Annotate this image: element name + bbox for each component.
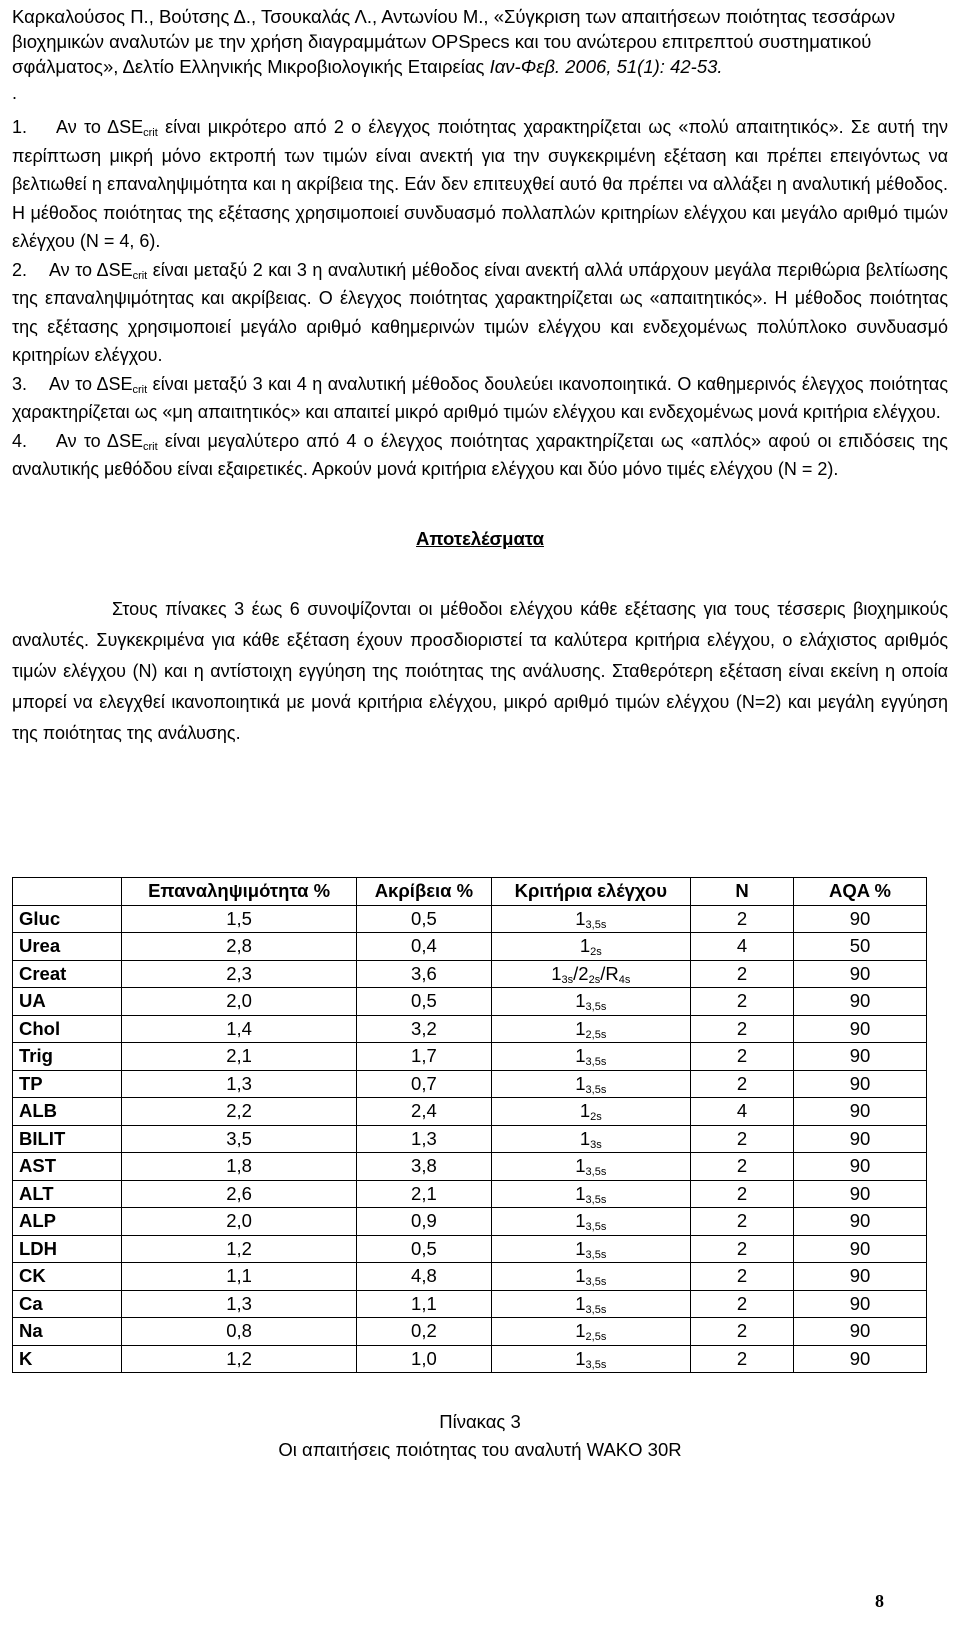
aqa-cell: 90: [794, 1345, 927, 1373]
rule-subscript: 2,5s: [585, 1331, 607, 1344]
table-row: [13, 1153, 927, 1181]
accuracy-cell: 3,2: [357, 1015, 491, 1043]
n-cell: 2: [691, 1015, 794, 1043]
header-cell: AQA %: [794, 878, 927, 906]
dot-line: .: [12, 83, 18, 103]
aqa-cell: 90: [794, 1208, 927, 1236]
rule-main: 1: [575, 990, 586, 1012]
n-cell: 2: [691, 1125, 794, 1153]
rule-subscript: 2,5s: [585, 1028, 607, 1041]
accuracy-cell: 3,8: [357, 1153, 491, 1181]
n-cell: 2: [691, 1235, 794, 1263]
item-prefix: Αν το ΔSE: [49, 259, 133, 280]
repeatability-cell: 0,8: [122, 1318, 357, 1346]
n-cell: 4: [691, 1098, 794, 1126]
n-cell: 4: [691, 933, 794, 961]
n-cell: 2: [691, 1345, 794, 1373]
aqa-cell: 90: [794, 988, 927, 1016]
aqa-cell: 90: [794, 1125, 927, 1153]
item-text: είναι μεγαλύτερο από 4 ο έλεγχος ποιότητας χαρακτηρίζεται ως «απλός» αφού οι επιδόσεις της αναλυτικής μεθόδου είναι εξαιρετικές. Αρκούν μονά κριτήρια ελέγχου και δύο μόνο τιμές ελέγχου (N = 2).: [12, 430, 948, 479]
aqa-cell: 90: [794, 1043, 927, 1071]
test-name-cell: Trig: [13, 1043, 122, 1071]
control-rule-cell: [491, 988, 690, 1016]
table-row: [13, 1070, 927, 1098]
aqa-cell: 90: [794, 1180, 927, 1208]
citation-journal: Ιαν-Φεβ. 2006, 51(1): 42-53.: [489, 56, 723, 77]
table-row: [13, 933, 927, 961]
control-rule-cell: [491, 1153, 690, 1181]
control-rule-cell: [491, 1318, 690, 1346]
item-prefix: Αν το ΔSE: [48, 373, 133, 394]
control-rule-cell: [491, 1180, 690, 1208]
rule-subscript: 3,5s: [585, 1083, 607, 1096]
control-rule-cell: [491, 1263, 690, 1291]
aqa-cell: 90: [794, 1290, 927, 1318]
item-number: 3.: [12, 373, 28, 394]
accuracy-cell: 0,5: [357, 1235, 491, 1263]
control-rule-cell: [491, 1015, 690, 1043]
aqa-cell: 90: [794, 1263, 927, 1291]
table-row: [13, 960, 927, 988]
control-rule-cell: [491, 1345, 690, 1373]
control-rule-cell: [491, 1208, 690, 1236]
header-cell: Ακρίβεια %: [357, 878, 491, 906]
rule-subscript: 3,5s: [585, 1193, 607, 1206]
rule-subscript: 3s: [590, 1138, 602, 1151]
rule-main: 1: [579, 1127, 591, 1149]
aqa-cell: 90: [794, 1318, 927, 1346]
header-cell: [13, 878, 122, 906]
n-cell: 2: [691, 1180, 794, 1208]
accuracy-cell: 1,0: [357, 1345, 491, 1373]
aqa-cell: 90: [794, 1015, 927, 1043]
item-number: 2.: [12, 259, 28, 280]
test-name-cell: K: [13, 1345, 122, 1373]
criteria-item-3: [12, 370, 948, 427]
rule-main: /2: [573, 962, 589, 984]
control-rule-cell: [491, 933, 690, 961]
test-name-cell: ALP: [13, 1208, 122, 1236]
test-name-cell: Creat: [13, 960, 122, 988]
document-page: [12, 4, 948, 749]
test-name-cell: Ca: [13, 1290, 122, 1318]
n-cell: 2: [691, 1290, 794, 1318]
rule-subscript: 3,5s: [585, 1303, 607, 1316]
test-name-cell: Urea: [13, 933, 122, 961]
test-name-cell: Gluc: [13, 905, 122, 933]
rule-main: 1: [575, 1017, 586, 1039]
table-row: [13, 1043, 927, 1071]
table-caption-title: Οι απαιτήσεις ποιότητας του αναλυτή WAKO 30R: [278, 1439, 682, 1460]
control-rule-cell: [491, 1235, 690, 1263]
n-cell: 2: [691, 1043, 794, 1071]
rule-main: 1: [575, 1237, 586, 1259]
rule-subscript: 3,5s: [585, 1166, 607, 1179]
criteria-item-2: [12, 256, 948, 370]
criteria-list: [12, 113, 948, 484]
aqa-cell: 90: [794, 1153, 927, 1181]
rule-subscript: 4s: [618, 973, 631, 986]
citation-header: [12, 4, 948, 79]
rule-main: 1: [575, 1210, 586, 1232]
rule-subscript: 3,5s: [585, 1358, 607, 1371]
rule-main: 1: [575, 1155, 586, 1177]
item-subscript: crit: [132, 269, 148, 282]
repeatability-cell: 1,8: [122, 1153, 357, 1181]
n-cell: 2: [691, 1318, 794, 1346]
table-row: [13, 905, 927, 933]
control-rule-cell: [491, 1098, 690, 1126]
n-cell: 2: [691, 905, 794, 933]
test-name-cell: BILIT: [13, 1125, 122, 1153]
control-rule-cell: [491, 1070, 690, 1098]
control-rule-cell: [491, 1290, 690, 1318]
header-cell: Κριτήρια ελέγχου: [491, 878, 690, 906]
test-name-cell: TP: [13, 1070, 122, 1098]
table-body: [13, 905, 927, 1373]
table-caption-number: Πίνακας 3: [439, 1411, 521, 1432]
n-cell: 2: [691, 1153, 794, 1181]
item-text: είναι μεταξύ 2 και 3 η αναλυτική μέθοδος είναι ανεκτή αλλά υπάρχουν μεγάλα περιθώρια βελτίωσης της επαναληψιμότητας και ακρίβειας. Ο έλεγχος ποιότητας χαρακτηρίζεται ως «απαιτητικός». Η μέθοδος ποιότητας της εξέτασης χρησιμοποιεί μεγάλο αριθμό καθημερινών τιμών ελέγχου και ενδεχομένως πολύπλοκο συνδυασμό κριτηρίων ελέγχου.: [12, 259, 948, 365]
rule-subscript: 2s: [590, 1111, 602, 1124]
rule-subscript: 3,5s: [585, 1221, 607, 1234]
item-subscript: crit: [132, 383, 148, 396]
rule-main: 1: [575, 1182, 586, 1204]
accuracy-cell: 0,5: [357, 988, 491, 1016]
test-name-cell: Na: [13, 1318, 122, 1346]
table-header-row: [13, 878, 927, 906]
test-name-cell: AST: [13, 1153, 122, 1181]
n-cell: 2: [691, 1070, 794, 1098]
accuracy-cell: 3,6: [357, 960, 491, 988]
control-rule-cell: [491, 905, 690, 933]
n-cell: 2: [691, 1263, 794, 1291]
accuracy-cell: 0,9: [357, 1208, 491, 1236]
header-cell: N: [691, 878, 794, 906]
test-name-cell: CK: [13, 1263, 122, 1291]
control-rule-cell: [491, 1125, 690, 1153]
rule-subscript: 2s: [588, 973, 601, 986]
repeatability-cell: 2,8: [122, 933, 357, 961]
results-paragraph: Στους πίνακες 3 έως 6 συνοψίζονται οι μέθοδοι ελέγχου κάθε εξέτασης για τους τέσσερις βιοχημικούς αναλυτές. Συγκεκριμένα για κάθε εξέταση έχουν προσδιοριστεί τα καλύτερα κριτήρια ελέγχου, ο ελάχιστος αριθμός τιμών ελέγχου (Ν) και η αντίστοιχη εγγύηση της ποιότητας της ανάλυσης. Σταθερότερη εξέταση είναι εκείνη η οποία μπορεί να ελεγχθεί ικανοποιητικά με μονά κριτήρια ελέγχου, μικρό αριθμό τιμών ελέγχου (Ν=2) και μεγάλη εγγύηση της ποιότητας της ανάλυσης.: [12, 598, 948, 743]
item-text: είναι μεταξύ 3 και 4 η αναλυτική μέθοδος δουλεύει ικανοποιητικά. Ο καθημερινός έλεγχος ποιότητας χαρακτηρίζεται ως «μη απαιτητικός» και απαιτεί μικρό αριθμό τιμών ελέγχου και ενδεχομένως μονά κριτήρια ελέγχου.: [12, 373, 949, 422]
aqa-cell: 90: [794, 1235, 927, 1263]
rule-main: 1: [575, 1347, 586, 1369]
aqa-cell: 50: [794, 933, 927, 961]
rule-main: 1: [575, 1265, 586, 1287]
aqa-cell: 90: [794, 905, 927, 933]
test-name-cell: ALT: [13, 1180, 122, 1208]
test-name-cell: LDH: [13, 1235, 122, 1263]
accuracy-cell: 1,3: [357, 1125, 491, 1153]
item-number: 1.: [12, 117, 28, 137]
repeatability-cell: 1,2: [122, 1235, 357, 1263]
repeatability-cell: 1,4: [122, 1015, 357, 1043]
n-cell: 2: [691, 960, 794, 988]
rule-main: 1: [575, 1320, 586, 1342]
rule-main: 1: [551, 962, 562, 984]
criteria-item-1: [12, 113, 948, 256]
accuracy-cell: 0,2: [357, 1318, 491, 1346]
accuracy-cell: 0,7: [357, 1070, 491, 1098]
rule-subscript: 3,5s: [585, 1056, 607, 1069]
aqa-cell: 90: [794, 960, 927, 988]
table-row: [13, 1345, 927, 1373]
repeatability-cell: 1,2: [122, 1345, 357, 1373]
repeatability-cell: 2,0: [122, 988, 357, 1016]
table-row: [13, 1098, 927, 1126]
rule-subscript: 3,5s: [585, 1276, 607, 1289]
accuracy-cell: 2,4: [357, 1098, 491, 1126]
rule-main: 1: [575, 907, 586, 929]
repeatability-cell: 2,1: [122, 1043, 357, 1071]
table-row: [13, 1263, 927, 1291]
table-row: [13, 1208, 927, 1236]
repeatability-cell: 1,3: [122, 1070, 357, 1098]
results-heading: Αποτελέσματα: [416, 527, 544, 549]
rule-main: 1: [575, 1045, 586, 1067]
table-row: [13, 1318, 927, 1346]
repeatability-cell: 2,2: [122, 1098, 357, 1126]
test-name-cell: UA: [13, 988, 122, 1016]
test-name-cell: ALB: [13, 1098, 122, 1126]
accuracy-cell: 1,7: [357, 1043, 491, 1071]
accuracy-cell: 0,4: [357, 933, 491, 961]
accuracy-cell: 1,1: [357, 1290, 491, 1318]
n-cell: 2: [691, 1208, 794, 1236]
rule-subscript: 3,5s: [585, 1248, 607, 1261]
accuracy-cell: 0,5: [357, 905, 491, 933]
item-subscript: crit: [143, 127, 158, 139]
repeatability-cell: 1,3: [122, 1290, 357, 1318]
rule-main: /R: [600, 962, 619, 984]
table-row: [13, 1180, 927, 1208]
control-rule-cell: [491, 1043, 690, 1071]
control-rule-cell: [491, 960, 690, 988]
repeatability-cell: 1,1: [122, 1263, 357, 1291]
accuracy-cell: 4,8: [357, 1263, 491, 1291]
repeatability-cell: 2,0: [122, 1208, 357, 1236]
rule-main: 1: [579, 1100, 591, 1122]
item-text: είναι μικρότερο από 2 ο έλεγχος ποιότητας χαρακτηρίζεται ως «πολύ απαιτητικός». Σε αυτή την περίπτωση μικρή μόνο εκτροπή των τιμών είναι ανεκτή για την συγκεκριμένη εξέταση και πρέπει επειγόντως να βελτιωθεί η επαναληψιμότητα και η ακρίβεια της. Εάν δεν επιτευχθεί αυτό θα πρέπει να αλλάξει η αναλυτική μέθοδος. Η μέθοδος ποιότητας της εξέτασης χρησιμοποιεί συνδυασμό πολλαπλών κριτηρίων ελέγχου και μεγάλο αριθμό τιμών ελέγχου (N = 4, 6).: [12, 117, 948, 251]
table-row: [13, 1125, 927, 1153]
item-subscript: crit: [142, 440, 158, 453]
repeatability-cell: 2,6: [122, 1180, 357, 1208]
rule-main: 1: [575, 1072, 586, 1094]
aqa-cell: 90: [794, 1070, 927, 1098]
rule-main: 1: [575, 1292, 586, 1314]
rule-subscript: 2s: [590, 946, 602, 959]
repeatability-cell: 3,5: [122, 1125, 357, 1153]
item-number: 4.: [12, 430, 28, 451]
table-row: [13, 1290, 927, 1318]
test-name-cell: Chol: [13, 1015, 122, 1043]
rule-subscript: 3,5s: [585, 1001, 607, 1014]
table-row: [13, 1015, 927, 1043]
item-prefix: Αν το ΔSE: [55, 430, 143, 451]
table-row: [13, 988, 927, 1016]
criteria-item-4: [12, 427, 948, 484]
item-prefix: Αν το ΔSE: [56, 117, 144, 137]
rule-subscript: 3s: [561, 973, 574, 986]
accuracy-cell: 2,1: [357, 1180, 491, 1208]
repeatability-cell: 2,3: [122, 960, 357, 988]
header-cell: Επαναληψιμότητα %: [122, 878, 357, 906]
page-number: 8: [875, 1591, 884, 1611]
table-row: [13, 1235, 927, 1263]
rule-main: 1: [579, 935, 591, 957]
n-cell: 2: [691, 988, 794, 1016]
rule-subscript: 3,5s: [585, 918, 607, 931]
aqa-cell: 90: [794, 1098, 927, 1126]
citation-text: Καρκαλούσος Π., Βούτσης Δ., Τσουκαλάς Λ., Αντωνίου Μ., «Σύγκριση των απαιτήσεων ποιότητας τεσσάρων βιοχημικών αναλυτών με την χρήση διαγραμμάτων OPSpecs και του ανώτερου επιτρεπτού συστηματικού σφάλματος», Δελτίο Ελληνικής Μικροβιολογικής Εταιρείας: [12, 6, 896, 77]
repeatability-cell: 1,5: [122, 905, 357, 933]
quality-requirements-table: [12, 877, 927, 1373]
